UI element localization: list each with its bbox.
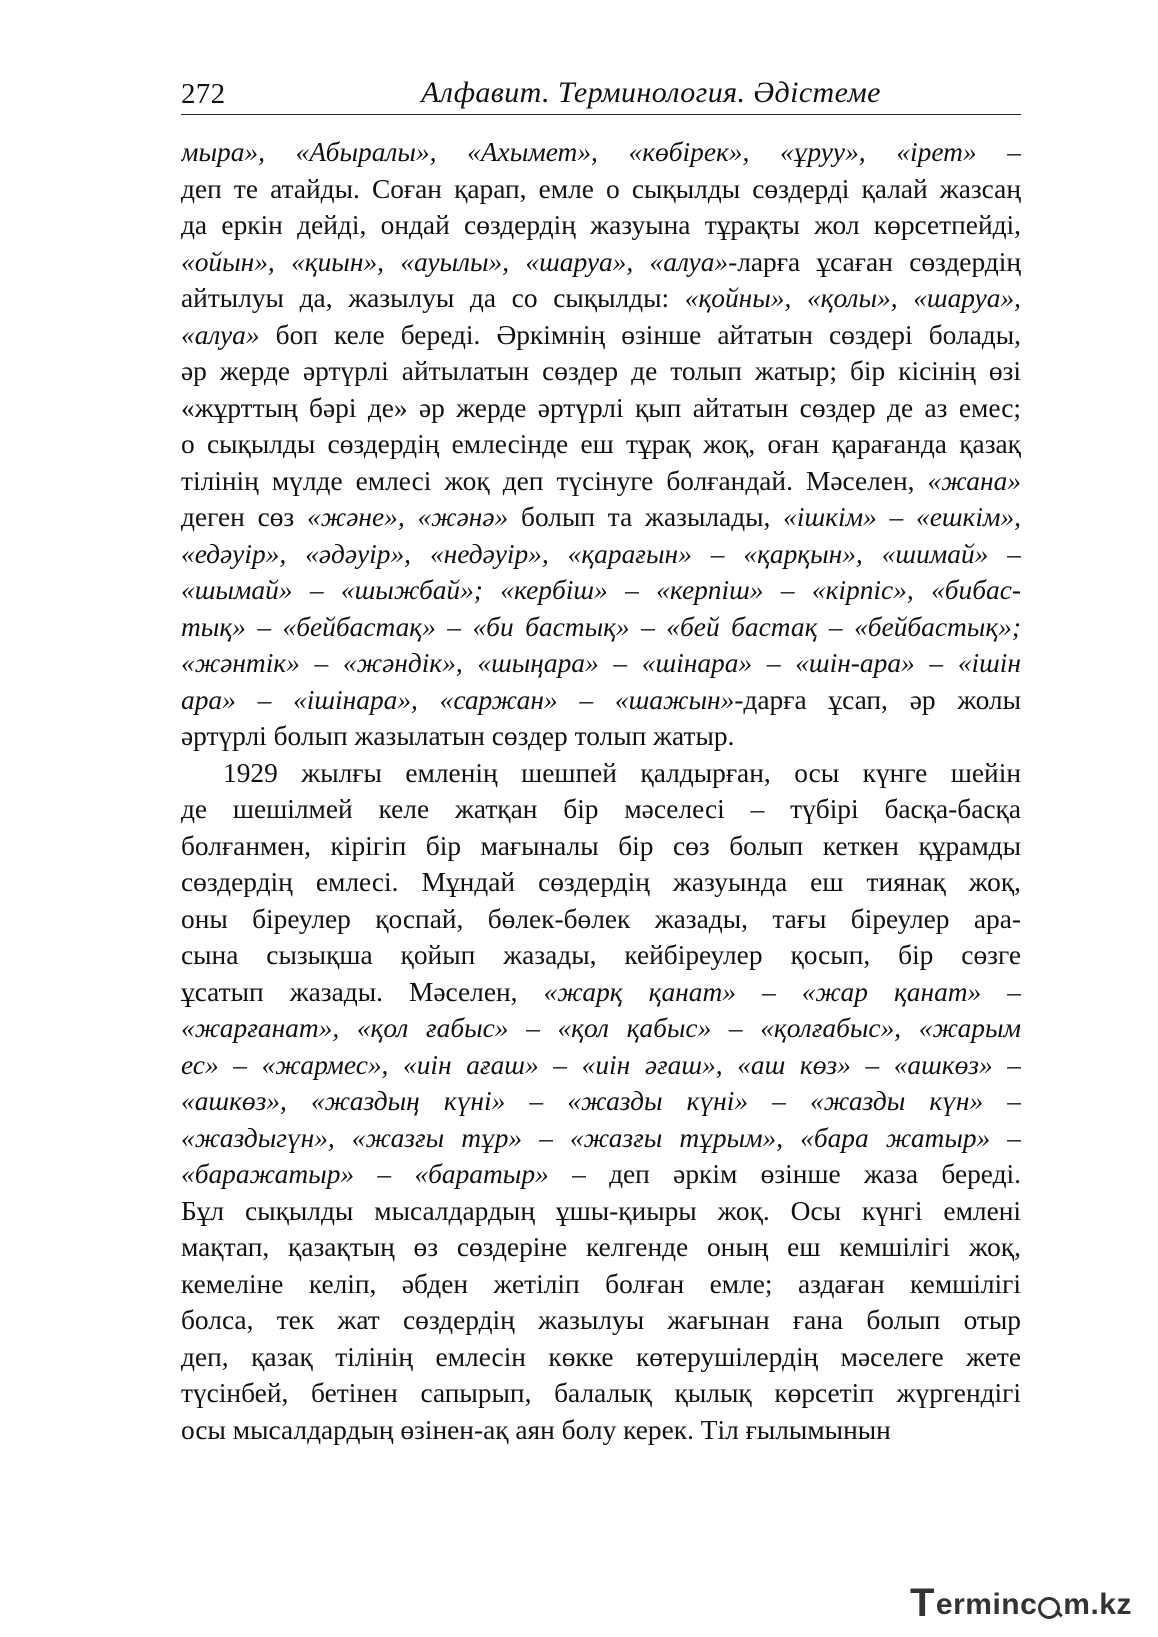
text-line	[181, 353, 1021, 390]
italic-example-words: «ашкөз», «жаздың күні» – «жазды күні» – «жазды күн» –	[181, 1086, 1021, 1116]
italic-example-words: «едәуір», «әдәуір», «недәуір», «қарағын» – «қарқын», «шимай» –	[181, 538, 1021, 569]
text-line	[181, 390, 1021, 427]
text-line	[181, 1412, 1021, 1449]
text-line	[181, 1047, 1021, 1084]
text-segment: 1929 жылғы емленің шешпей қалдырған, осы күнге шейін	[223, 757, 1021, 788]
text-line	[181, 1156, 1021, 1193]
text-segment: ұсатып жазады. Мәселен,	[181, 976, 544, 1007]
body-text	[181, 134, 1021, 1448]
text-line	[181, 1010, 1021, 1047]
italic-example-words: «жарқ қанат» – «жар қанат» –	[543, 976, 1021, 1007]
text-segment: Бұл сықылды мысалдардың ұшы-қиыры жоқ. Осы күнгі емлені	[181, 1195, 1021, 1226]
text-segment: әртүрлі болып жазылатын сөздер толып жатыр.	[181, 721, 735, 751]
italic-example-words: «жәнтік» – «жәндік», «шыңара» – «шінара» – «шін-ара» – «ішін	[181, 648, 1021, 678]
text-line	[181, 1339, 1021, 1376]
text-segment: әр жерде әртүрлі айтылатын сөздер де толып жатыр; бір кісінің өзі	[181, 356, 1021, 386]
text-line	[181, 426, 1021, 463]
text-line	[181, 1229, 1021, 1266]
text-segment: оны біреулер қоспай, бөлек-бөлек жазады, тағы біреулер ара-	[181, 903, 1021, 934]
text-segment: болып та жазылады,	[508, 502, 784, 532]
text-line	[181, 755, 1021, 792]
italic-example-words: «шымай» – «шыжбай»; «кербіш» – «керпіш» – «кірпіс», «бибас-	[181, 575, 1021, 605]
italic-example-words: «қойны», «қолы», «шаруа»,	[684, 283, 1021, 313]
text-line	[181, 134, 1021, 171]
italic-example-words: ара» – «ішінара», «саржан» – «шажын»	[181, 684, 735, 715]
italic-example-words: «және», «жәнә»	[307, 502, 509, 532]
italic-example-words: «ойын», «қиын», «ауылы», «шаруа», «алуа»	[181, 246, 729, 277]
text-segment: да еркін дейді, ондай сөздердің жазуына тұрақты жол көрсетпейді,	[181, 210, 1021, 240]
text-line	[181, 1302, 1021, 1339]
italic-example-words: «ішкім» – «ешкім»,	[783, 502, 1021, 532]
text-segment: кемеліне келіп, әбден жетіліп болған емле; аздаған кемшілігі	[181, 1268, 1021, 1299]
paragraph	[181, 755, 1021, 1449]
text-line	[181, 645, 1021, 682]
italic-example-words: мыра», «Абыралы», «Ахымет», «көбірек», «ұруу», «ірет» –	[181, 137, 1021, 167]
text-line	[181, 937, 1021, 974]
text-segment: деп те атайды. Соған қарап, емле о сықылды сөздерді қалай жазсаң	[181, 173, 1021, 204]
text-segment: сына сызықша қойып жазады, кейбіреулер қосып, бір сөзге	[181, 940, 1021, 970]
text-line	[181, 1266, 1021, 1303]
italic-example-words: «жарғанат», «қол ғабыс» – «қол қабыс» – «қолғабыс», «жарым	[181, 1013, 1021, 1043]
text-segment: түсінбей, бетінен сапырып, балалық қылық көрсетіп жүргендігі	[181, 1378, 1021, 1408]
text-segment: -ларға ұсаған сөздердің	[728, 246, 1021, 277]
text-segment: де шешілмей келе жатқан бір мәселесі – түбірі басқа-басқа	[181, 794, 1021, 824]
text-segment: деп, қазақ тілінің емлесін көкке көтерушілердің мәселеге жете	[181, 1341, 1021, 1372]
paragraph	[181, 134, 1021, 755]
text-line	[181, 244, 1021, 281]
italic-example-words: «жана»	[927, 465, 1021, 496]
text-line	[181, 280, 1021, 317]
text-line	[181, 1083, 1021, 1120]
text-segment: болғанмен, кірігіп бір мағыналы бір сөз болып кеткен құрамды	[181, 830, 1021, 861]
text-segment: боп келе береді. Әркімнің өзінше айтатын сөздері болады,	[259, 319, 1021, 350]
text-line	[181, 207, 1021, 244]
text-segment: мақтап, қазақтың өз сөздеріне келгенде оның еш кемшілігі жоқ,	[181, 1232, 1021, 1262]
running-title: Алфавит. Терминология. Әдістеме	[421, 76, 881, 109]
text-line	[181, 572, 1021, 609]
text-segment: тілінің мүлде емлесі жоқ деп түсінуге болғандай. Мәселен,	[181, 465, 928, 496]
italic-example-words: «жаздыгүн», «жазғы тұр» – «жазғы тұрым», «бара жатыр» –	[181, 1122, 1021, 1153]
text-line	[181, 499, 1021, 536]
text-line	[181, 901, 1021, 938]
text-segment: болса, тек жат сөздердің жазылуы жағынан ғана болып отыр	[181, 1305, 1021, 1335]
text-segment: айтылуы да, жазылуы да со сықылды:	[181, 283, 685, 313]
watermark-letter: T	[909, 1581, 935, 1625]
text-line	[181, 171, 1021, 208]
text-segment: сөздердің емлесі. Мұндай сөздердің жазуында еш тиянақ жоқ,	[181, 867, 1021, 897]
page-number: 272	[181, 78, 226, 110]
page-header	[181, 74, 1021, 115]
text-segment: – деп әркім өзінше жаза береді.	[548, 1159, 1021, 1189]
watermark-text-start: erminc	[935, 1588, 1038, 1621]
text-segment: -дарға ұсап, әр жолы	[734, 684, 1021, 715]
text-line	[181, 536, 1021, 573]
text-line	[181, 718, 1021, 755]
text-line	[181, 791, 1021, 828]
text-line	[181, 609, 1021, 646]
text-line	[181, 682, 1021, 719]
text-segment: деген сөз	[181, 502, 308, 532]
magnifier-icon	[1038, 1595, 1062, 1619]
text-line	[181, 1120, 1021, 1157]
text-segment: «жұрттың бәрі де» әр жерде әртүрлі қып айтатын сөздер де аз емес;	[181, 392, 1021, 423]
text-line	[181, 317, 1021, 354]
text-line	[181, 864, 1021, 901]
site-watermark	[910, 1583, 1132, 1623]
italic-example-words: «баражатыр» – «баратыр»	[181, 1159, 549, 1189]
text-line	[181, 1193, 1021, 1230]
italic-example-words: «алуа»	[181, 319, 260, 350]
text-segment: о сықылды сөздердің емлесінде еш тұрақ жоқ, оған қарағанда қазақ	[181, 429, 1021, 459]
watermark-text-end: m.kz	[1063, 1588, 1132, 1621]
text-line	[181, 1375, 1021, 1412]
text-line	[181, 828, 1021, 865]
italic-example-words: ес» – «жармес», «иін ағаш» – «иін әғаш», «аш көз» – «ашкөз» –	[181, 1049, 1021, 1080]
text-line	[181, 463, 1021, 500]
italic-example-words: тық» – «бейбастақ» – «би бастық» – «бей бастақ – «бейбастық»;	[181, 611, 1021, 642]
text-segment: осы мысалдардың өзінен-ақ аян болу керек. Тіл ғылымынын	[181, 1414, 891, 1445]
text-line	[181, 974, 1021, 1011]
